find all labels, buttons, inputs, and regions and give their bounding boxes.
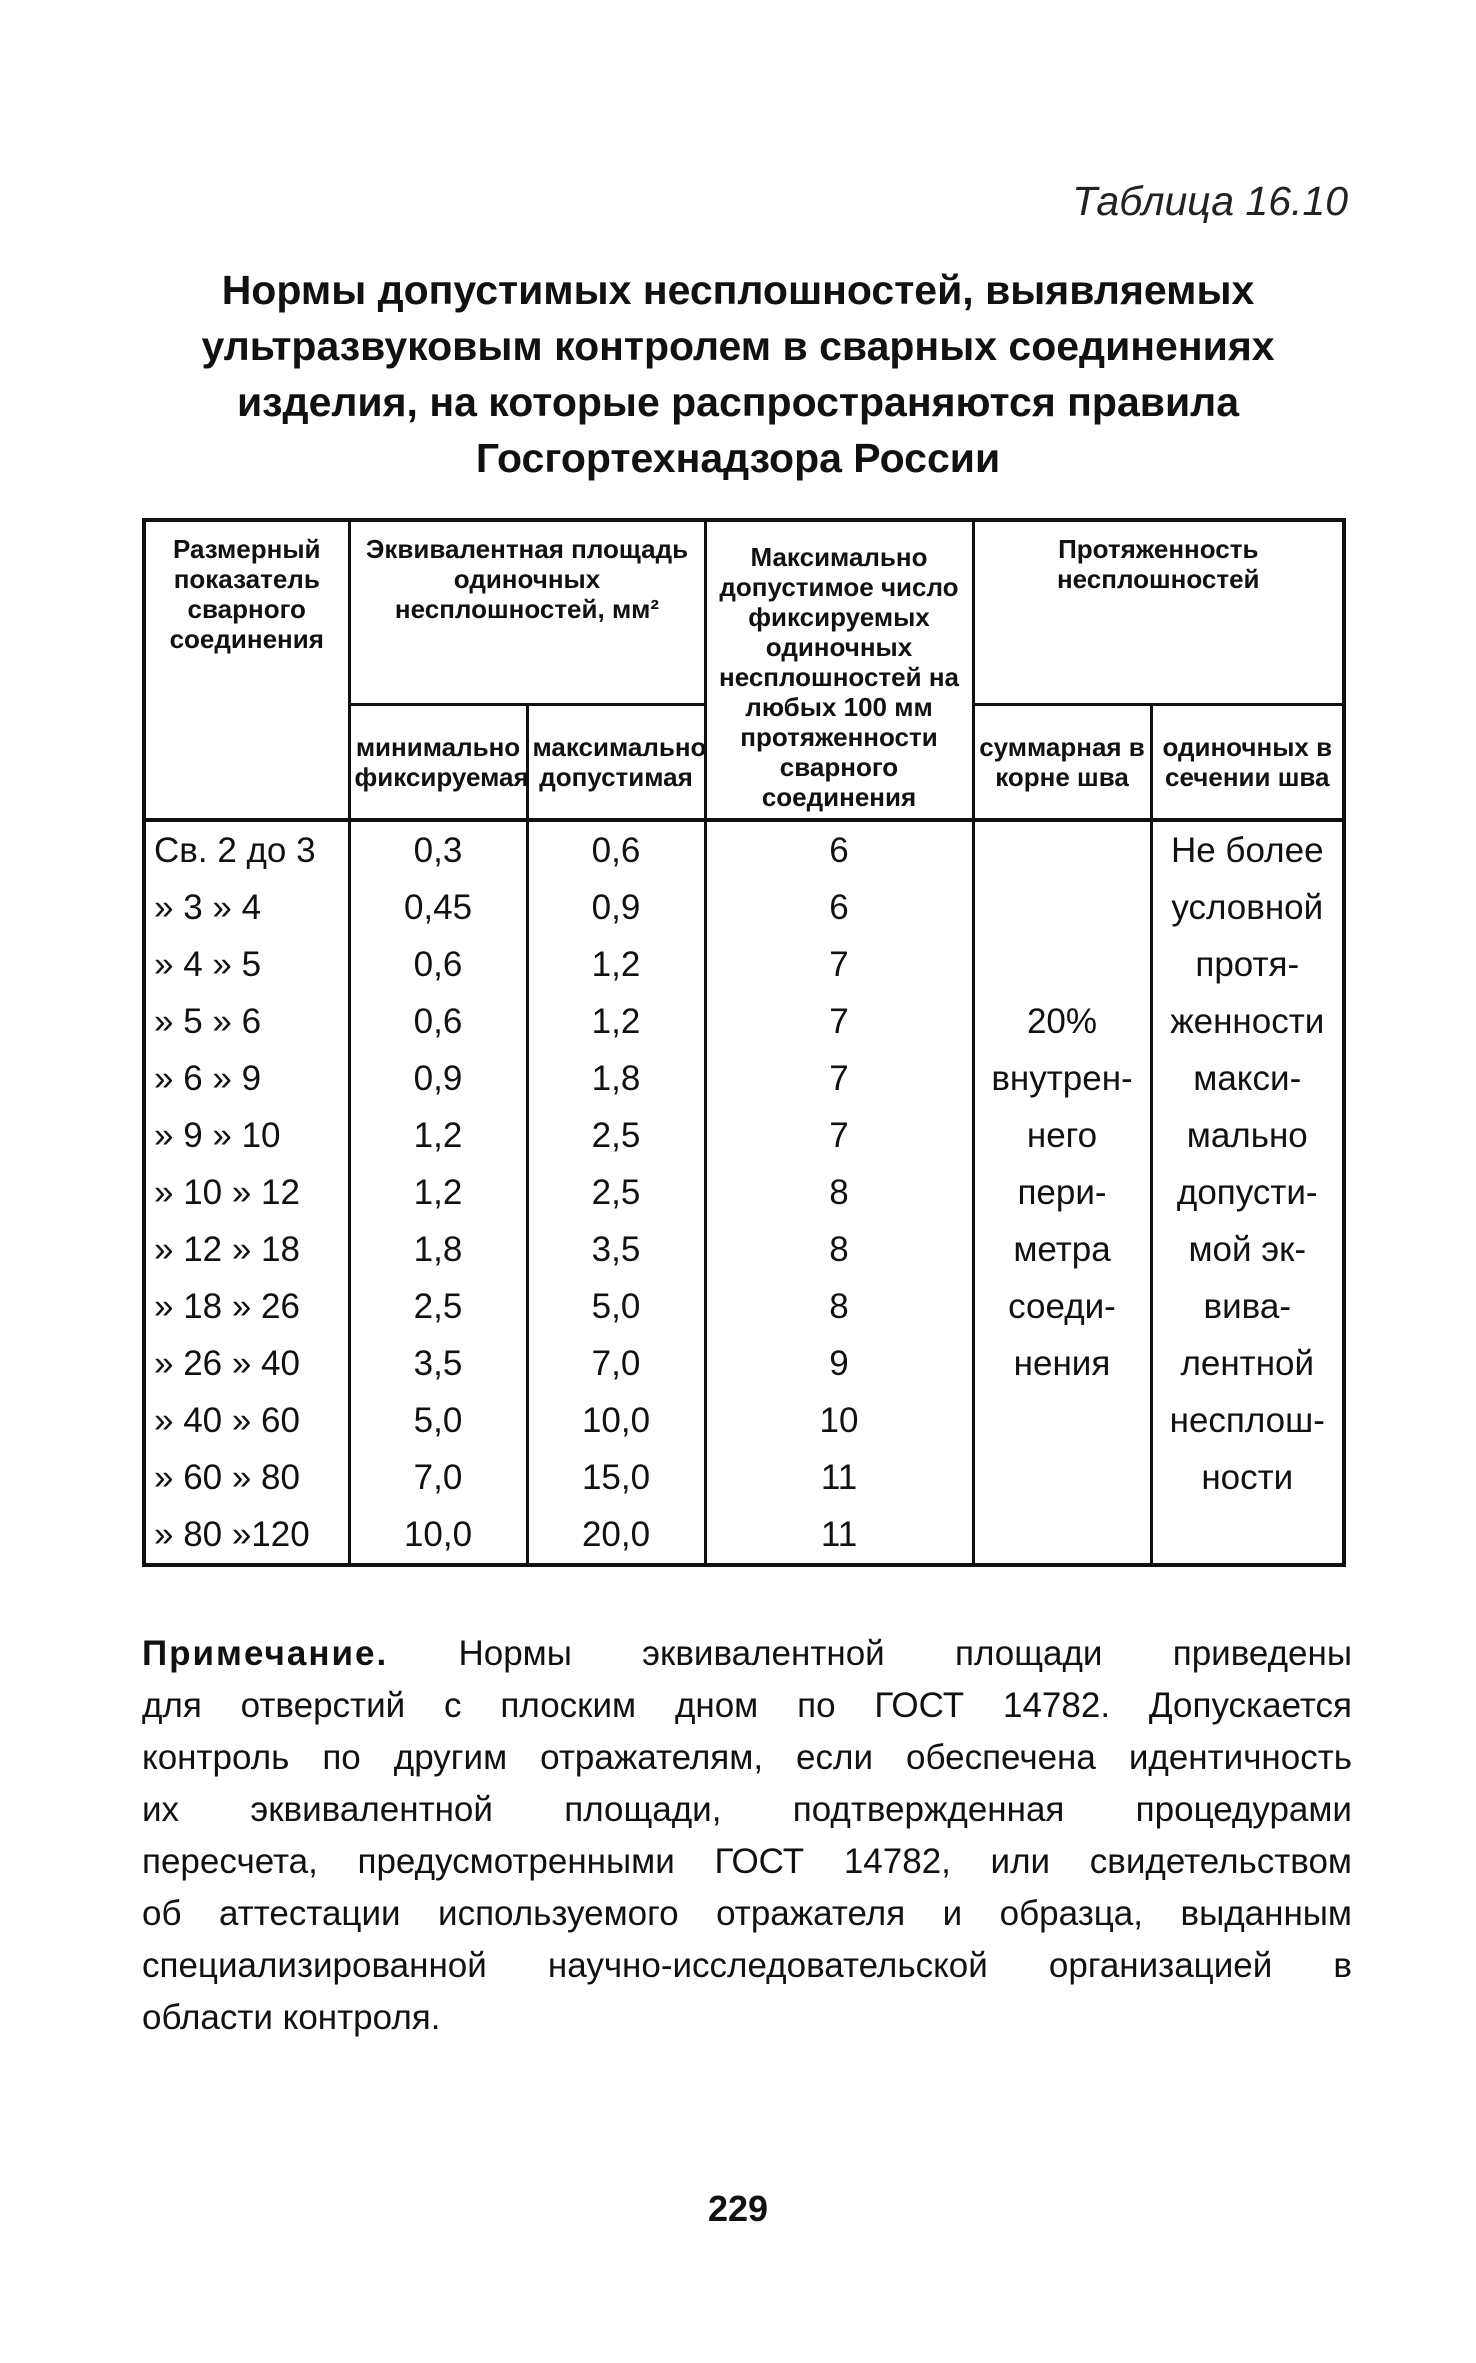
min-area-cell: 0,3 (349, 820, 527, 879)
size-cell: » 12 » 18 (144, 1221, 349, 1278)
min-area-cell: 1,2 (349, 1107, 527, 1164)
min-area-cell: 7,0 (349, 1449, 527, 1506)
header-length-total: суммарная в корне шва (973, 705, 1151, 821)
min-area-cell: 1,8 (349, 1221, 527, 1278)
max-area-cell: 0,6 (527, 820, 705, 879)
total-length-line: пери- (1017, 1173, 1107, 1212)
note-line: их эквивалентной площади, подтвержденная процедурами (142, 1790, 1352, 1829)
max-area-cell: 5,0 (527, 1278, 705, 1335)
note-line: пересчета, предусмотренными ГОСТ 14782, или свидетельством (142, 1842, 1352, 1881)
max-area-cell: 7,0 (527, 1335, 705, 1392)
max-count-cell: 11 (705, 1449, 973, 1506)
size-cell: Св. 2 до 3 (144, 820, 349, 879)
max-count-cell: 11 (705, 1506, 973, 1565)
header-equivalent-max: максимально допустимая (527, 705, 705, 821)
note-line: области контроля. (142, 1998, 441, 2037)
header-equivalent-min: минимально фиксируемая (349, 705, 527, 821)
norms-table (142, 518, 1346, 1567)
max-area-cell: 3,5 (527, 1221, 705, 1278)
table-title (140, 262, 1336, 486)
total-length-line: 20% (1026, 1002, 1098, 1041)
min-area-cell: 0,6 (349, 936, 527, 993)
title-line: ультразвуковым контролем в сварных соединениях (201, 323, 1275, 369)
header-size: Размерный показатель сварного соединения (144, 520, 349, 820)
max-area-cell: 2,5 (527, 1164, 705, 1221)
single-length-line: женности (1170, 1002, 1325, 1041)
single-length-line: вива- (1203, 1287, 1291, 1326)
single-length-line: мой эк- (1188, 1230, 1307, 1269)
max-area-cell: 1,8 (527, 1050, 705, 1107)
max-area-cell: 2,5 (527, 1107, 705, 1164)
min-area-cell: 0,9 (349, 1050, 527, 1107)
max-area-cell: 0,9 (527, 879, 705, 936)
size-cell: » 26 » 40 (144, 1335, 349, 1392)
title-line: изделия, на которые распространяются правила (236, 379, 1240, 425)
max-count-cell: 6 (705, 879, 973, 936)
max-count-cell: 8 (705, 1278, 973, 1335)
max-count-cell: 7 (705, 1050, 973, 1107)
max-count-cell: 8 (705, 1221, 973, 1278)
size-cell: » 6 » 9 (144, 1050, 349, 1107)
title-line: Нормы допустимых несплошностей, выявляемых (221, 267, 1255, 313)
note-paragraph (142, 1628, 1352, 2044)
max-count-cell: 7 (705, 1107, 973, 1164)
total-length-line: внутрен- (991, 1059, 1133, 1098)
header-equivalent-area: Эквивалентная площадь одиночных несплошностей, мм² (349, 520, 705, 705)
min-area-cell: 0,6 (349, 993, 527, 1050)
max-count-cell: 7 (705, 993, 973, 1050)
size-cell: » 18 » 26 (144, 1278, 349, 1335)
total-length-line: нения (1013, 1344, 1111, 1383)
size-cell: » 3 » 4 (144, 879, 349, 936)
total-length-cell (973, 820, 1151, 1565)
note-title: Примечание. (142, 1634, 389, 1673)
min-area-cell: 1,2 (349, 1164, 527, 1221)
total-length-line: соеди- (1008, 1287, 1116, 1326)
single-length-line: протя- (1195, 945, 1300, 984)
single-length-line: ности (1201, 1458, 1294, 1497)
max-count-cell: 8 (705, 1164, 973, 1221)
size-cell: » 5 » 6 (144, 993, 349, 1050)
min-area-cell: 0,45 (349, 879, 527, 936)
header-max-count: Максимально допустимое число фиксируемых одиночных несплошностей на любых 100 мм протяженности сварного соединения (705, 520, 973, 820)
title-line: Госгортехнадзора России (475, 435, 1001, 481)
min-area-cell: 10,0 (349, 1506, 527, 1565)
note-line: об аттестации используемого отражателя и образца, выданным (142, 1894, 1352, 1933)
size-cell: » 4 » 5 (144, 936, 349, 993)
max-count-cell: 6 (705, 820, 973, 879)
single-length-line: несплош- (1169, 1401, 1325, 1440)
note-line: для отверстий с плоским дном по ГОСТ 14782. Допускается (142, 1686, 1352, 1725)
max-count-cell: 7 (705, 936, 973, 993)
total-length-line: метра (1013, 1230, 1111, 1269)
max-area-cell: 15,0 (527, 1449, 705, 1506)
min-area-cell: 2,5 (349, 1278, 527, 1335)
note-line: специализированной научно-исследовательской организацией в (142, 1946, 1352, 1985)
table-row (144, 820, 1344, 879)
single-length-line: макси- (1193, 1059, 1302, 1098)
max-count-cell: 9 (705, 1335, 973, 1392)
size-cell: » 80 »120 (144, 1506, 349, 1565)
single-length-line: лентной (1180, 1344, 1315, 1383)
single-length-line: условной (1171, 888, 1324, 927)
single-length-line: Не более (1170, 831, 1324, 870)
total-length-line: него (1026, 1116, 1098, 1155)
single-length-cell (1151, 820, 1344, 1565)
max-count-cell: 10 (705, 1392, 973, 1449)
note-text: Нормы эквивалентной площади приведены (458, 1634, 1352, 1673)
size-cell: » 40 » 60 (144, 1392, 349, 1449)
single-length-line: мально (1186, 1116, 1308, 1155)
max-area-cell: 1,2 (527, 936, 705, 993)
min-area-cell: 5,0 (349, 1392, 527, 1449)
note-line: контроль по другим отражателям, если обеспечена идентичность (142, 1738, 1352, 1777)
size-cell: » 60 » 80 (144, 1449, 349, 1506)
size-cell: » 10 » 12 (144, 1164, 349, 1221)
min-area-cell: 3,5 (349, 1335, 527, 1392)
max-area-cell: 20,0 (527, 1506, 705, 1565)
single-length-line: допусти- (1176, 1173, 1318, 1212)
max-area-cell: 1,2 (527, 993, 705, 1050)
size-cell: » 9 » 10 (144, 1107, 349, 1164)
header-length-single: одиночных в сечении шва (1151, 705, 1344, 821)
page-number: 229 (707, 2188, 769, 2229)
table-label: Таблица 16.10 (1072, 178, 1348, 224)
note-line (142, 1628, 1352, 1680)
max-area-cell: 10,0 (527, 1392, 705, 1449)
header-length: Протяженность несплошностей (973, 520, 1344, 705)
